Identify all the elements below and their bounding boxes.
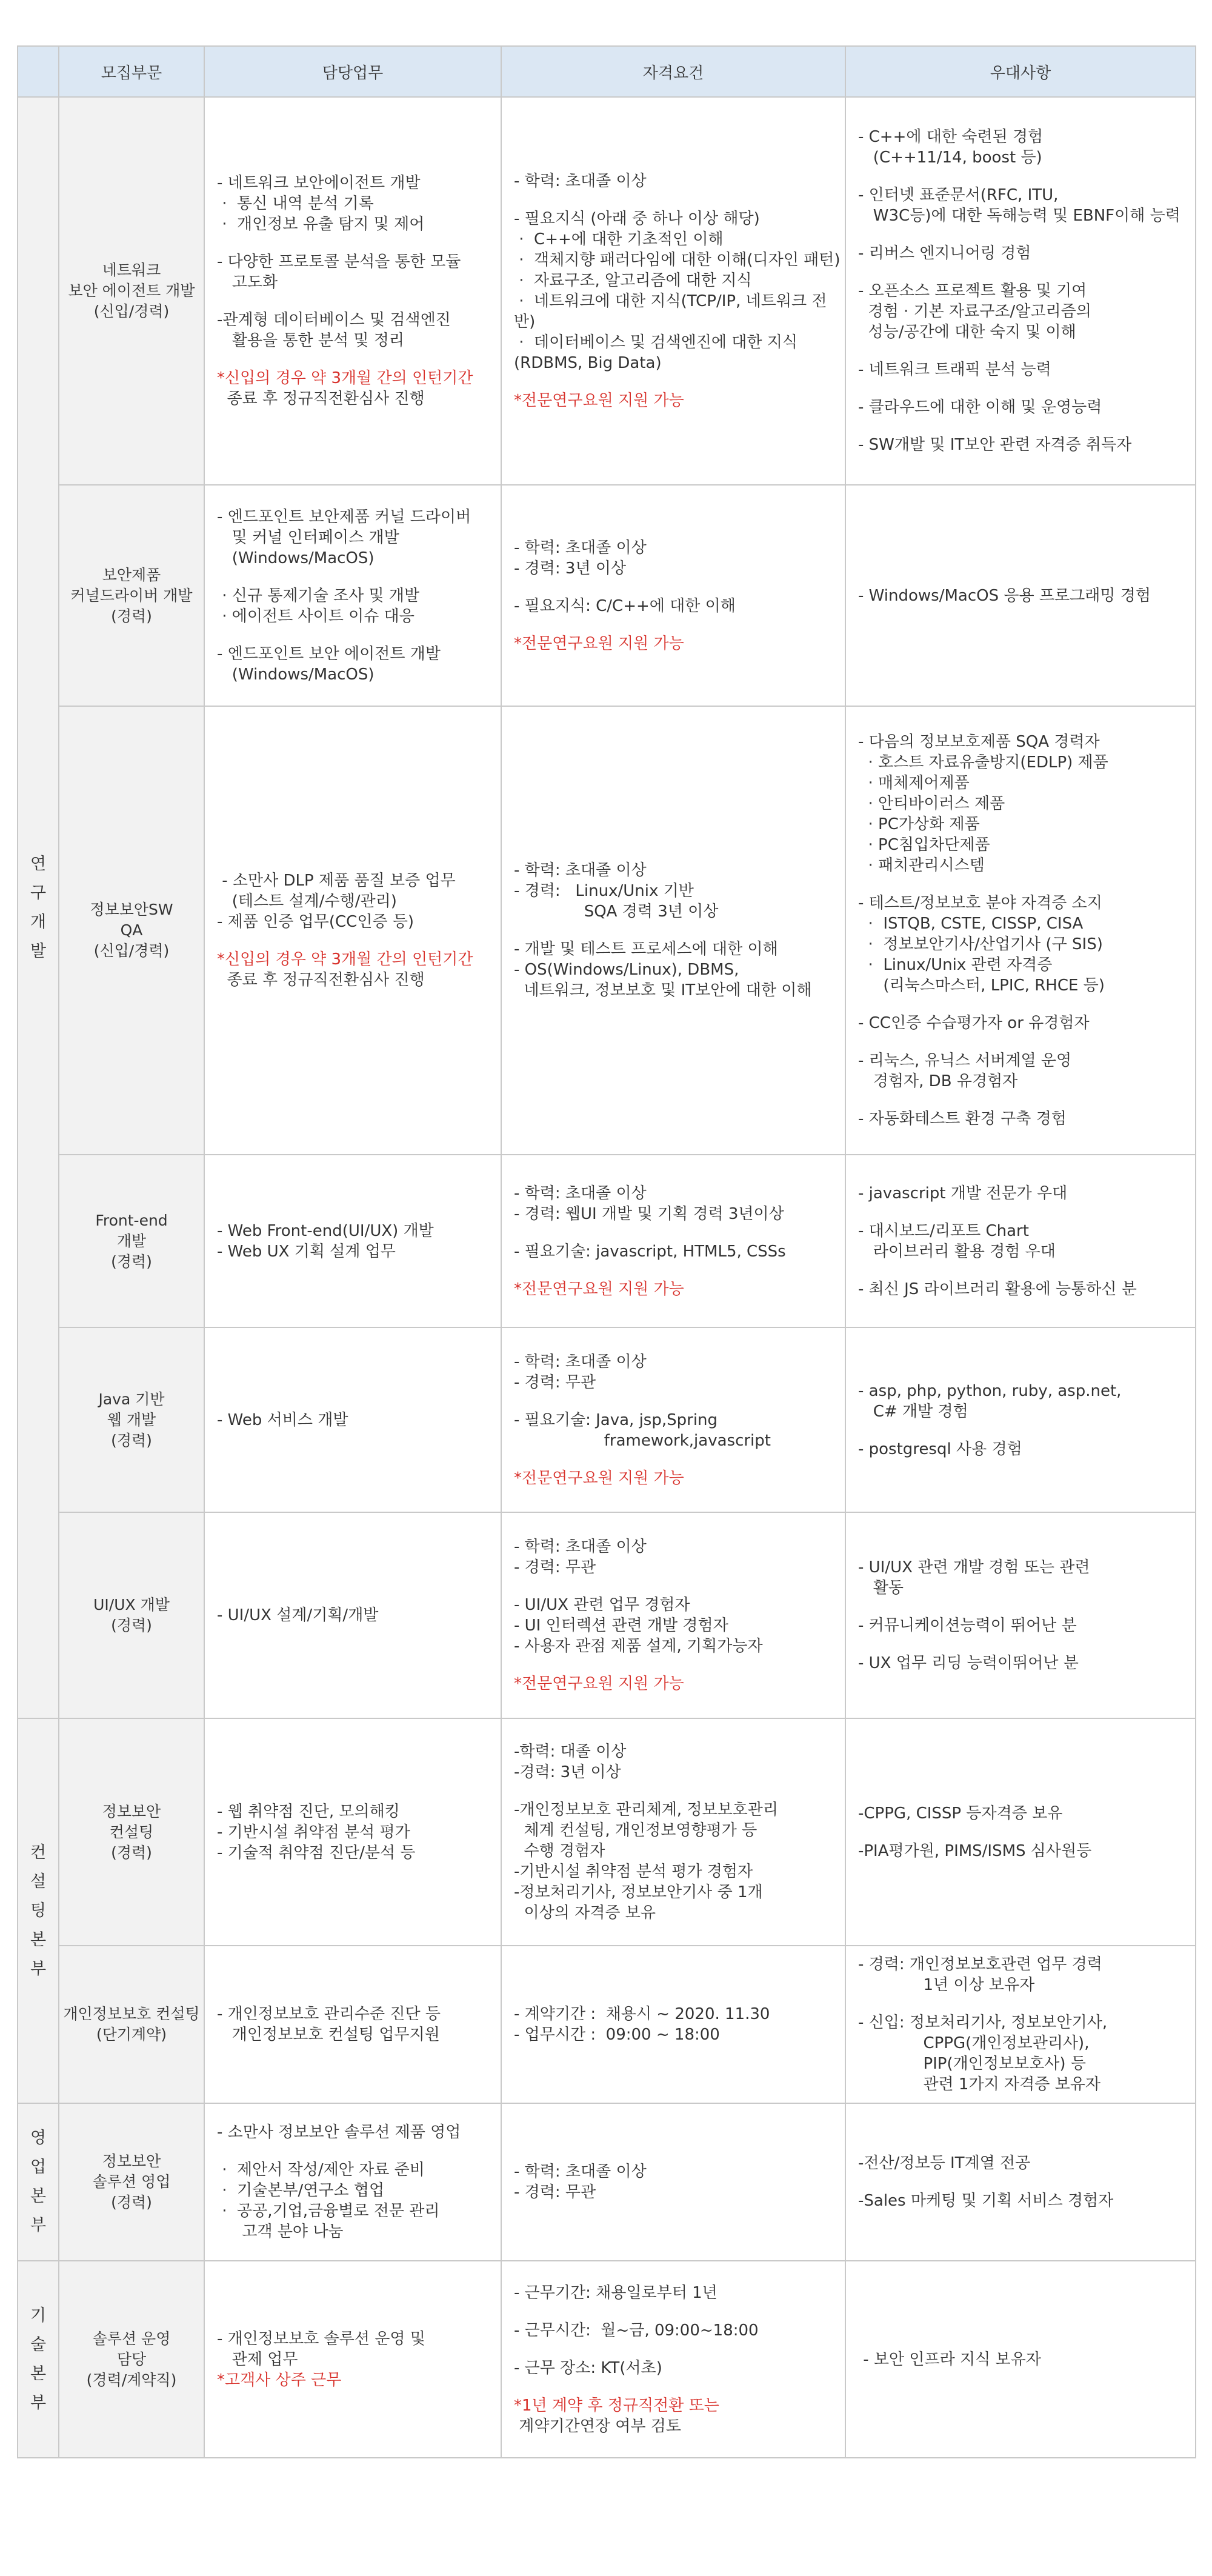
text-line <box>217 627 493 644</box>
text-line: · 패치관리시스템 <box>858 856 985 875</box>
text-line: - 근무시간: 월~금, 09:00~18:00 <box>514 2321 759 2340</box>
text-line: - 자동화테스트 환경 구축 경험 <box>858 1110 1067 1128</box>
text-line <box>514 1393 837 1410</box>
text-line: - 경력: 무관 <box>514 1373 596 1392</box>
text-line: · 신규 통제기술 조사 및 개발 <box>217 586 420 605</box>
dept-line: 커널드라이버 개발 <box>70 586 193 604</box>
dept-line: 솔루션 운영 <box>92 2329 171 2347</box>
table-row <box>18 1155 1196 1327</box>
text-line: 수행 경험자 <box>514 1841 605 1860</box>
text-line <box>514 192 837 209</box>
division-rnd <box>18 97 59 1718</box>
text-line: - 인터넷 표준문서(RFC, ITU, <box>858 186 1059 204</box>
text-line: - 대시보드/리포트 Chart <box>858 1221 1029 1240</box>
text-line: · 개인정보 유출 탐지 및 제어 <box>217 215 425 233</box>
text-line: (RDBMS, Big Data) <box>514 354 662 372</box>
text-line: - 필요지식: C/C++에 대한 이해 <box>514 596 736 615</box>
text-line: - 오픈소스 프로젝트 활용 및 기여 <box>858 282 1087 300</box>
division-char: 개 <box>30 912 47 932</box>
text-line: SQA 경력 3년 이상 <box>514 903 719 921</box>
text-line: - 개인정보보호 솔루션 운영 및 <box>217 2329 425 2348</box>
text-line <box>858 226 1188 243</box>
table-header-row <box>18 46 1196 97</box>
text-line: - 엔드포인트 보안제품 커널 드라이버 <box>217 507 471 526</box>
qualification-cell <box>501 1512 845 1718</box>
text-line: 및 커널 인터페이스 개발 <box>217 528 399 547</box>
text-line: - UI/UX 관련 개발 경험 또는 관련 <box>858 1558 1090 1577</box>
preference-cell <box>845 2103 1196 2261</box>
table-row <box>18 706 1196 1155</box>
dept-cell <box>59 2261 204 2458</box>
dept-line: (경력) <box>111 1252 152 1270</box>
text-line <box>514 2303 837 2320</box>
text-line: - CC인증 수습평가자 or 유경험자 <box>858 1014 1090 1032</box>
text-line: - Web 서비스 개발 <box>217 1410 348 1429</box>
text-line: 경험 · 기본 자료구조/알고리즘의 <box>858 302 1091 321</box>
text-line: -Sales 마케팅 및 기획 서비스 경험자 <box>858 2192 1114 2210</box>
text-line: - 리버스 엔지니어링 경험 <box>858 244 1031 262</box>
text-line <box>858 1422 1188 1439</box>
dept-line: Java 기반 <box>98 1390 165 1408</box>
text-line <box>514 1578 837 1595</box>
qualification-cell <box>501 706 845 1155</box>
text-line: C# 개발 경험 <box>858 1402 968 1421</box>
qualification-cell <box>501 1946 845 2103</box>
dept-cell <box>59 485 204 706</box>
text-line: · ISTQB, CSTE, CISSP, CISA <box>858 915 1084 933</box>
text-line: (Windows/MacOS) <box>217 549 375 567</box>
text-line: *1년 계약 후 정규직전환 또는 <box>514 2396 719 2415</box>
text-line: · 통신 내역 분석 기록 <box>217 195 374 213</box>
text-line: - 소만사 DLP 제품 품질 보증 업무 <box>217 872 456 890</box>
text-line: · 데이터베이스 및 검색엔진에 대한 지식 <box>514 333 797 352</box>
qualification-cell <box>501 2261 845 2458</box>
division-char: 부 <box>30 2216 47 2235</box>
text-line <box>858 996 1188 1013</box>
dept-line: QA <box>120 921 143 939</box>
division-char: 부 <box>30 2393 47 2412</box>
text-line: 관제 업무 <box>217 2350 298 2369</box>
division-char: 컨 <box>30 1843 47 1862</box>
text-line: - postgresql 사용 경험 <box>858 1440 1022 1458</box>
dept-cell <box>59 1512 204 1718</box>
text-line <box>858 1598 1188 1615</box>
division-char: 팅 <box>30 1901 47 1920</box>
text-line <box>514 1262 837 1279</box>
header-dept: 모집부문 <box>59 46 204 97</box>
dept-line: (경력) <box>111 607 152 625</box>
text-line <box>858 1262 1188 1279</box>
dept-line: 보안제품 <box>102 566 161 584</box>
text-line: (테스트 설계/수행/관리) <box>217 892 397 910</box>
dept-line: 담당 <box>116 2350 147 2368</box>
preference-cell <box>845 1512 1196 1718</box>
division-char: 본 <box>30 2187 47 2206</box>
text-line: - C++에 대한 숙련된 경험 <box>858 128 1044 146</box>
dept-line: (경력) <box>111 2194 152 2211</box>
text-line: - 클라우드에 대한 이해 및 운영능력 <box>858 398 1102 416</box>
text-line: - 개발 및 테스트 프로세스에 대한 이해 <box>514 940 778 958</box>
text-line <box>217 932 493 949</box>
text-line: -개인정보보호 관리체계, 정보보호관리 <box>514 1800 779 1819</box>
text-line: · 정보보안기사/산업기사 (구 SIS) <box>858 935 1103 953</box>
division-char: 본 <box>30 1930 47 1949</box>
text-line: - UI/UX 설계/기획/개발 <box>217 1606 379 1624</box>
text-line <box>514 2378 837 2395</box>
text-line: - 소만사 정보보안 솔루션 제품 영업 <box>217 2123 461 2141</box>
text-line: - 테스트/정보보호 분야 자격증 소지 <box>858 894 1102 912</box>
text-line: · 호스트 자료유출방지(EDLP) 제품 <box>858 753 1108 772</box>
duty-cell <box>204 706 501 1155</box>
dept-line: (신입/경력) <box>93 302 170 320</box>
text-line: - UI/UX 관련 업무 경험자 <box>514 1596 690 1614</box>
text-line: - 학력: 초대졸 이상 <box>514 1352 647 1371</box>
text-line: 반) <box>514 313 536 331</box>
text-line: 고객 분야 나눔 <box>217 2223 344 2241</box>
text-line: - UX 업무 리딩 능력이뛰어난 분 <box>858 1654 1079 1672</box>
table-row <box>18 97 1196 485</box>
text-line: - 근무 장소: KT(서초) <box>514 2358 662 2377</box>
qualification-cell <box>501 2103 845 2261</box>
text-line: 고도화 <box>217 273 278 292</box>
text-line <box>514 922 837 939</box>
text-line: · 객체지향 패러다임에 대한 이해(디자인 패턴) <box>514 251 841 269</box>
text-line: - 리눅스, 유닉스 서버계열 운영 <box>858 1052 1072 1070</box>
text-line: 활용을 통한 분석 및 정리 <box>217 332 405 350</box>
text-line: (C++11/14, boost 등) <box>858 148 1042 167</box>
table-row <box>18 1718 1196 1946</box>
text-line <box>514 1451 837 1468</box>
text-line: *신입의 경우 약 3개월 간의 인턴기간 <box>217 950 473 969</box>
text-line <box>217 293 493 310</box>
duty-cell <box>204 1718 501 1946</box>
duty-cell <box>204 485 501 706</box>
text-line: *고객사 상주 근무 <box>217 2371 342 2389</box>
text-line <box>858 168 1188 185</box>
table-row <box>18 1327 1196 1512</box>
dept-line: 정보보안SW <box>90 901 173 918</box>
text-line: *전문연구요원 지원 가능 <box>514 1469 684 1487</box>
recruitment-table <box>17 45 1196 2458</box>
text-line: *전문연구요원 지원 가능 <box>514 1675 684 1693</box>
text-line: PIP(개인정보보호사) 등 <box>858 2055 1086 2073</box>
dept-line: 보안 에이전트 개발 <box>68 282 195 299</box>
text-line: - 근무기간: 채용일로부터 1년 <box>514 2283 718 2302</box>
text-line: 활동 <box>858 1579 904 1597</box>
duty-cell <box>204 2261 501 2458</box>
text-line <box>217 351 493 368</box>
qualification-cell <box>501 97 845 485</box>
text-line: - 경력: 무관 <box>514 1558 596 1577</box>
division-consulting <box>18 1718 59 2103</box>
dept-line: 컨설팅 <box>109 1823 154 1841</box>
text-line <box>514 2341 837 2358</box>
text-line: 라이브러리 활용 경험 우대 <box>858 1242 1056 1261</box>
text-line: - 웹 취약점 진단, 모의해킹 <box>217 1802 400 1821</box>
dept-cell <box>59 1155 204 1327</box>
dept-line: (경력) <box>111 1431 152 1449</box>
text-line: - 필요기술: Java, jsp,Spring <box>514 1410 718 1429</box>
text-line: 경험자, DB 유경험자 <box>858 1072 1018 1090</box>
text-line: - 경력: 개인정보보호관련 업무 경력 <box>858 1955 1102 1974</box>
dept-cell <box>59 1946 204 2103</box>
text-line: · 안티바이러스 제품 <box>858 795 1005 813</box>
text-line: - asp, php, python, ruby, asp.net, <box>858 1381 1122 1400</box>
header-qualification: 자격요건 <box>501 46 845 97</box>
text-line: · 네트워크에 대한 지식(TCP/IP, 네트워크 전 <box>514 292 827 310</box>
text-line: · 공공,기업,금융별로 전문 관리 <box>217 2202 440 2220</box>
duty-cell <box>204 1155 501 1327</box>
text-line: 관련 1가지 자격증 보유자 <box>858 2075 1100 2094</box>
dept-cell <box>59 1718 204 1946</box>
text-line: -관계형 데이터베이스 및 검색엔진 <box>217 311 451 329</box>
text-line: · C++에 대한 기초적인 이해 <box>514 230 724 249</box>
text-line: 1년 이상 보유자 <box>858 1976 1035 1994</box>
preference-cell <box>845 1946 1196 2103</box>
division-char: 부 <box>30 1959 47 1978</box>
text-line: - 제품 인증 업무(CC인증 등) <box>217 913 415 931</box>
text-line: - UI 인터렉션 관련 개발 경험자 <box>514 1617 728 1635</box>
text-line: - 최신 JS 라이브러리 활용에 능통하신 분 <box>858 1280 1137 1298</box>
text-line: - 커뮤니케이션능력이 뛰어난 분 <box>858 1617 1077 1635</box>
text-line: - 네트워크 보안에이전트 개발 <box>217 174 421 192</box>
text-line <box>514 1224 837 1241</box>
text-line: - 엔드포인트 보안 에이전트 개발 <box>217 644 441 663</box>
text-line: 종료 후 정규직전환심사 진행 <box>217 390 425 408</box>
text-line: · 에이전트 사이트 이슈 대응 <box>217 607 415 626</box>
duty-cell <box>204 1512 501 1718</box>
text-line: - 개인정보보호 관리수준 진단 등 <box>217 2005 441 2023</box>
text-line: *전문연구요원 지원 가능 <box>514 392 684 410</box>
text-line: - 학력: 초대졸 이상 <box>514 2163 647 2181</box>
text-line: - 경력: 무관 <box>514 2183 596 2201</box>
preference-cell <box>845 485 1196 706</box>
duty-cell <box>204 1946 501 2103</box>
recruitment-table-wrapper <box>17 45 1195 2458</box>
division-char: 발 <box>30 941 47 961</box>
dept-line: 개발 <box>116 1232 147 1250</box>
text-line: (Windows/MacOS) <box>217 665 375 684</box>
text-line: · 자료구조, 알고리즘에 대한 지식 <box>514 272 752 290</box>
text-line <box>514 1657 837 1673</box>
text-line: 계약기간연장 여부 검토 <box>514 2417 681 2435</box>
text-line: - Web UX 기획 설계 업무 <box>217 1242 396 1261</box>
text-line <box>217 2143 493 2160</box>
text-line: *전문연구요원 지원 가능 <box>514 634 684 653</box>
dept-line: 정보보안 <box>102 2152 161 2170</box>
text-line <box>858 1824 1188 1841</box>
text-line: · Linux/Unix 관련 자격증 <box>858 956 1053 974</box>
text-line: - 업무시간 : 09:00 ~ 18:00 <box>514 2026 720 2044</box>
text-line: - OS(Windows/Linux), DBMS, <box>514 961 739 979</box>
dept-line: 네트워크 <box>102 261 161 279</box>
text-line <box>858 264 1188 281</box>
dept-line: UI/UX 개발 <box>93 1596 170 1613</box>
text-line: - 학력: 초대졸 이상 <box>514 538 647 557</box>
text-line <box>858 1033 1188 1050</box>
text-line: - 경력: Linux/Unix 기반 <box>514 882 694 900</box>
dept-line: (경력/계약직) <box>86 2371 177 2389</box>
text-line: - 신입: 정보처리기사, 정보보안기사, <box>858 2014 1108 2032</box>
text-line: - 학력: 초대졸 이상 <box>514 172 647 190</box>
text-line: - 학력: 초대졸 이상 <box>514 1538 647 1556</box>
header-division <box>18 46 59 97</box>
header-duty: 담당업무 <box>204 46 501 97</box>
duty-cell <box>204 1327 501 1512</box>
table-row <box>18 485 1196 706</box>
division-char: 본 <box>30 2364 47 2383</box>
text-line: 네트워크, 정보보호 및 IT보안에 대한 이해 <box>514 981 812 999</box>
text-line <box>858 418 1188 435</box>
text-line: -PIA평가원, PIMS/ISMS 심사원등 <box>858 1841 1092 1860</box>
text-line: - Windows/MacOS 응용 프로그래밍 경험 <box>858 586 1151 605</box>
text-line: - 필요기술: javascript, HTML5, CSSs <box>514 1242 786 1261</box>
text-line: - 네트워크 트래픽 분석 능력 <box>858 361 1051 379</box>
text-line: -CPPG, CISSP 등자격증 보유 <box>858 1804 1063 1823</box>
text-line: · 제안서 작성/제안 자료 준비 <box>217 2161 425 2179</box>
text-line <box>858 1995 1188 2012</box>
preference-cell <box>845 1155 1196 1327</box>
qualification-cell <box>501 1155 845 1327</box>
text-line: - 보안 인프라 지식 보유자 <box>858 2350 1041 2369</box>
table-body <box>18 97 1196 2458</box>
dept-cell <box>59 2103 204 2261</box>
text-line <box>514 373 837 390</box>
text-line: - 학력: 초대졸 이상 <box>514 1184 647 1203</box>
dept-line: (신입/경력) <box>93 942 170 959</box>
text-line: - 기반시설 취약점 분석 평가 <box>217 1823 410 1841</box>
table-row <box>18 1946 1196 2103</box>
text-line <box>217 569 493 586</box>
duty-cell <box>204 2103 501 2261</box>
text-line: -정보처리기사, 정보보안기사 중 1개 <box>514 1883 763 1901</box>
division-char: 설 <box>30 1872 47 1891</box>
text-line: · PC가상화 제품 <box>858 815 980 833</box>
text-line: - 계약기간 : 채용시 ~ 2020. 11.30 <box>514 2005 770 2023</box>
text-line: 이상의 자격증 보유 <box>514 1903 656 1922</box>
division-char: 업 <box>30 2158 47 2177</box>
text-line: - 필요지식 (아래 중 하나 이상 해당) <box>514 210 760 228</box>
text-line: - 다양한 프로토콜 분석을 통한 모듈 <box>217 253 461 271</box>
division-char: 연 <box>30 854 47 873</box>
dept-line: (경력) <box>111 1843 152 1861</box>
text-line: - 기술적 취약점 진단/분석 등 <box>217 1843 416 1862</box>
preference-cell <box>845 1327 1196 1512</box>
text-line <box>858 2174 1188 2191</box>
text-line: - javascript 개발 전문가 우대 <box>858 1184 1068 1203</box>
dept-line: 웹 개발 <box>107 1410 156 1429</box>
text-line: · 매체제어제품 <box>858 774 970 792</box>
text-line: *신입의 경우 약 3개월 간의 인턴기간 <box>217 369 473 387</box>
text-line <box>514 616 837 633</box>
text-line <box>514 579 837 596</box>
table-row <box>18 1512 1196 1718</box>
qualification-cell <box>501 485 845 706</box>
text-line <box>858 380 1188 397</box>
text-line: 성능/공간에 대한 숙지 및 이해 <box>858 323 1076 341</box>
header-preference: 우대사항 <box>845 46 1196 97</box>
qualification-cell <box>501 1718 845 1946</box>
division-char: 영 <box>30 2129 47 2147</box>
dept-cell <box>59 97 204 485</box>
dept-cell <box>59 1327 204 1512</box>
text-line: - 학력: 초대졸 이상 <box>514 861 647 879</box>
text-line <box>858 1204 1188 1221</box>
division-sales <box>18 2103 59 2261</box>
text-line <box>858 876 1188 893</box>
table-row <box>18 2261 1196 2458</box>
dept-line: 개인정보보호 컨설팅 <box>63 2005 200 2023</box>
text-line: 종료 후 정규직전환심사 진행 <box>217 971 425 989</box>
text-line: - Web Front-end(UI/UX) 개발 <box>217 1221 434 1240</box>
preference-cell <box>845 2261 1196 2458</box>
text-line: · PC침입차단제품 <box>858 836 990 854</box>
text-line: -기반시설 취약점 분석 평가 경험자 <box>514 1862 753 1881</box>
text-line: CPPG(개인정보관리사), <box>858 2034 1090 2052</box>
text-line <box>514 1783 837 1800</box>
text-line: - SW개발 및 IT보안 관련 자격증 취득자 <box>858 436 1132 454</box>
preference-cell <box>845 97 1196 485</box>
text-line <box>858 342 1188 359</box>
text-line: framework,javascript <box>514 1431 771 1450</box>
text-line: -경력: 3년 이상 <box>514 1763 621 1781</box>
division-tech <box>18 2261 59 2458</box>
text-line: - 다음의 정보보호제품 SQA 경력자 <box>858 733 1100 751</box>
preference-cell <box>845 1718 1196 1946</box>
text-line: - 경력: 3년 이상 <box>514 559 627 578</box>
dept-line: 솔루션 영업 <box>92 2173 171 2191</box>
text-line: · 기술본부/연구소 협업 <box>217 2181 385 2200</box>
division-char: 구 <box>30 883 47 903</box>
preference-cell <box>845 706 1196 1155</box>
text-line: (리눅스마스터, LPIC, RHCE 등) <box>858 976 1105 995</box>
text-line: *전문연구요원 지원 가능 <box>514 1280 684 1298</box>
dept-line: (경력) <box>111 1617 152 1634</box>
text-line: 체계 컨설팅, 개인정보영향평가 등 <box>514 1821 758 1840</box>
text-line: W3C등)에 대한 독해능력 및 EBNF이해 능력 <box>858 207 1180 225</box>
dept-cell <box>59 706 204 1155</box>
division-char: 술 <box>30 2335 47 2354</box>
text-line: 개인정보보호 컨설팅 업무지원 <box>217 2026 440 2044</box>
text-line: - 사용자 관점 제품 설계, 기획가능자 <box>514 1637 763 1655</box>
text-line: -전산/정보등 IT계열 전공 <box>858 2154 1031 2172</box>
dept-line: Front-end <box>95 1211 168 1229</box>
table-row <box>18 2103 1196 2261</box>
text-line: -학력: 대졸 이상 <box>514 1742 627 1761</box>
text-line <box>858 1636 1188 1653</box>
dept-line: (단기계약) <box>96 2026 167 2043</box>
qualification-cell <box>501 1327 845 1512</box>
text-line: - 경력: 웹UI 개발 및 기획 경력 3년이상 <box>514 1204 784 1223</box>
duty-cell <box>204 97 501 485</box>
division-char: 기 <box>30 2306 47 2325</box>
text-line <box>858 1092 1188 1109</box>
text-line <box>217 235 493 252</box>
dept-line: 정보보안 <box>102 1802 161 1820</box>
